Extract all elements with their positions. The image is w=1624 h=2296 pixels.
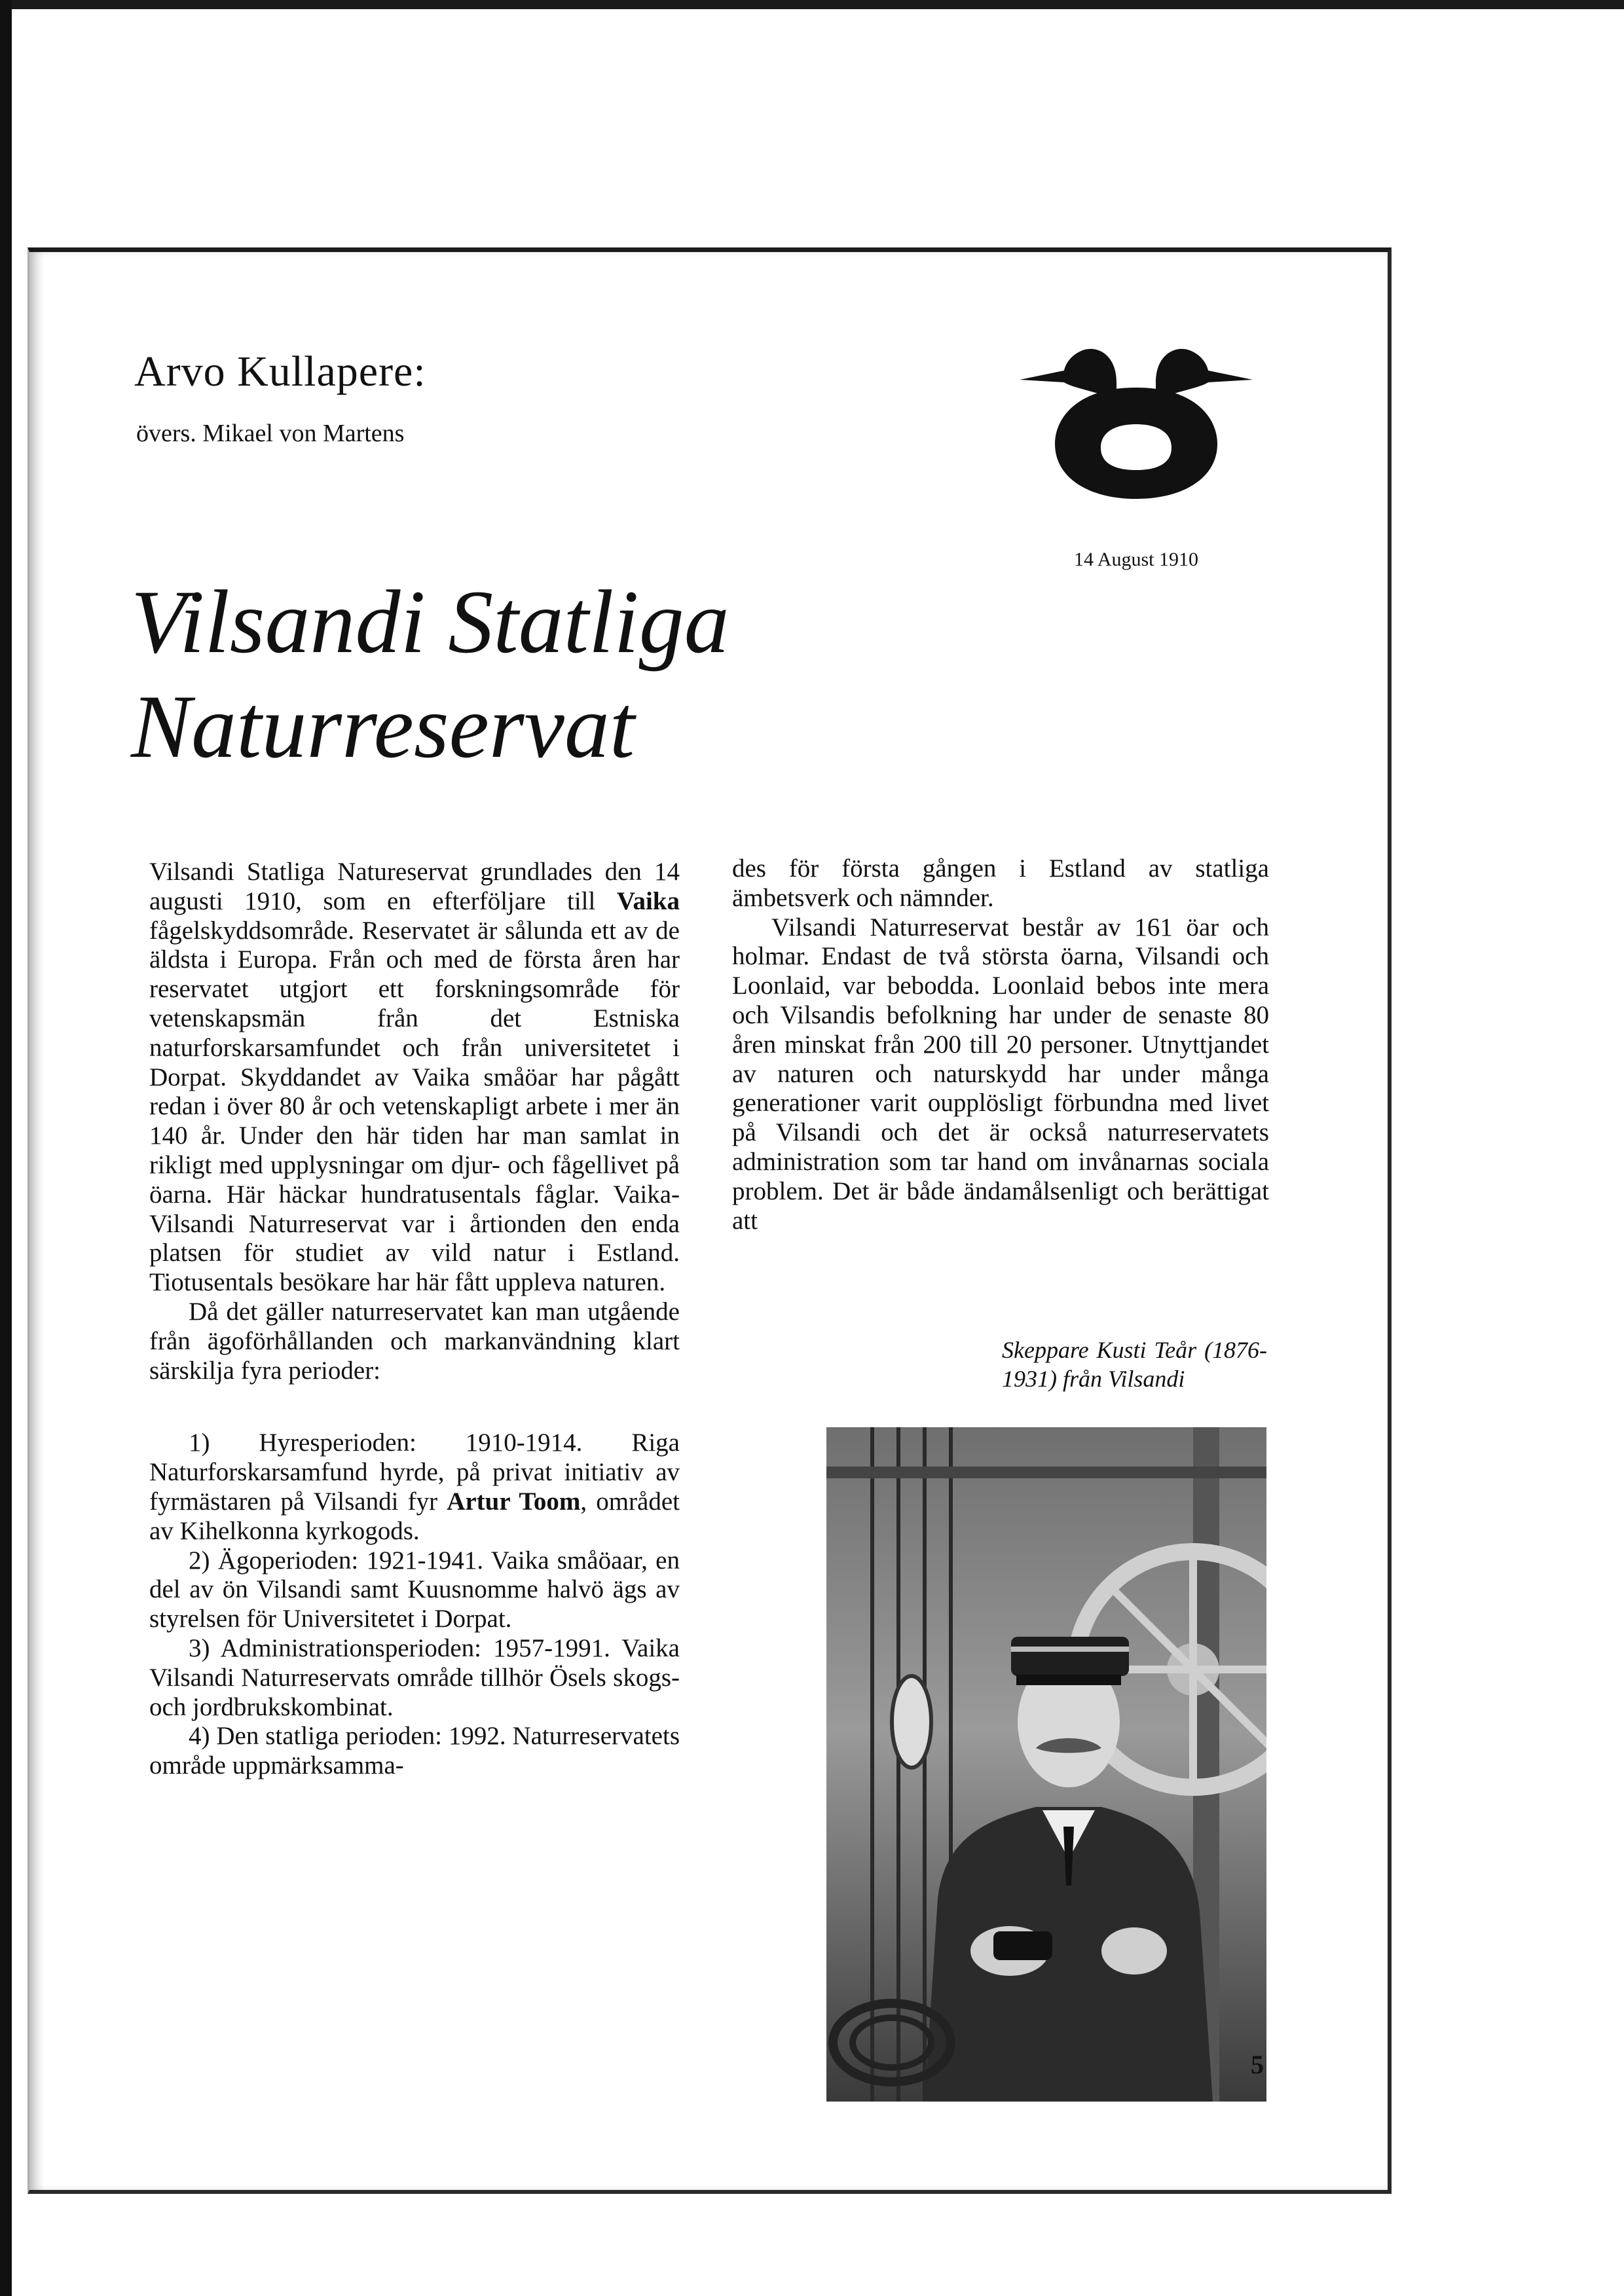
period-item-2: 2) Ägoperioden: 1921-1941. Vaika småöaar, en del av ön Vilsandi samt Kuusnomme halvö ägs av styrelsen för Universitetet i Dorpat.	[149, 1546, 680, 1633]
title-line-2: Naturreservat	[131, 676, 635, 776]
period-item-3: 3) Administrationsperioden: 1957-1991. Vaika Vilsandi Naturreservats område tillhör Ösels skogs- och jordbrukskombinat.	[149, 1633, 680, 1721]
intro-paragraph	[149, 858, 680, 1298]
left-column	[149, 858, 680, 1781]
captain-portrait-photo	[826, 1427, 1266, 2102]
islands-paragraph: Vilsandi Naturreservat består av 161 öar och holmar. Endast de två största öarna, Vilsandi och Loonlaid, var bebodda. Loonlaid bebos inte mera och Vilsandis befolkning har under de senaste 80 åren minskat från 200 till 20 personer. Utnyttjandet av naturen och naturskydd har under många generationer varit oupplösligt förbundna med livet på Vilsandi och det är också naturreservatets administration som tar hand om invånarnas sociala problem. Det är både ändamålsenligt och berättigat att	[732, 913, 1269, 1235]
intro-bold-name: Vaika	[616, 886, 680, 915]
page-number: 5	[1251, 2050, 1264, 2079]
intro-text-b: fågelskyddsområde. Reservatet är sålunda ett av de äldsta i Europa. Från och med de första åren har reservatet utgjort ett forskningsområde för vetenskapsmän från det Estniska naturforskarsamfundet och från universitetet i Dorpat. Skyddandet av Vaika småöar har pågått redan i över 80 år och vetenskapligt arbete i mer än 140 år. Under den här tiden har man samlat in rikligt med upplysningar om djur- och fågellivet på öarna. Här häckar hundratusentals fåglar. Vaika-Vilsandi Naturreservat var i årtionden den enda platsen för studiet av vild natur i Estland. Tiotusentals besökare har här fått uppleva naturen.	[149, 916, 680, 1297]
period-1-text-a: 1) Hyresperioden: 1910-1914. Riga Naturforskarsamfund hyrde, på privat initiativ av fyrmästaren på Vilsandi fyr	[149, 1429, 680, 1516]
scan-edge-top	[0, 0, 1624, 9]
intro-text-a: Vilsandi Statliga Natureservat grundlades den 14 augusti 1910, som en efterföljare till	[149, 858, 680, 915]
period-1-text-b: , området av Kihelkonna kyrkogods.	[149, 1487, 680, 1545]
period-1-bold-name: Artur Toom	[447, 1487, 581, 1516]
continued-paragraph: des för första gången i Estland av statliga ämbetsverk och nämnder.	[732, 854, 1269, 912]
twin-duck-logo-icon	[1018, 327, 1254, 504]
translator-credit: övers. Mikael von Martens	[136, 420, 405, 447]
period-item-1	[149, 1429, 680, 1546]
logo-date: 14 August 1910	[1073, 549, 1199, 570]
periods-intro-paragraph: Då det gäller naturreservatet kan man utgående från ägoförhållanden och markanvändning klart särskilja fyra perioder:	[149, 1297, 680, 1385]
article-title	[131, 570, 729, 779]
photo-caption: Skeppare Kusti Teår (1876-1931) från Vilsandi	[1002, 1337, 1267, 1392]
page-spine-shadow	[28, 247, 45, 2192]
scan-edge-left	[0, 0, 12, 2296]
title-line-1: Vilsandi Statliga	[131, 572, 729, 672]
right-column	[732, 854, 1269, 1235]
period-item-4: 4) Den statliga perioden: 1992. Naturreservatets område uppmärksamma-	[149, 1722, 680, 1780]
author-name: Arvo Kullapere:	[134, 348, 426, 395]
